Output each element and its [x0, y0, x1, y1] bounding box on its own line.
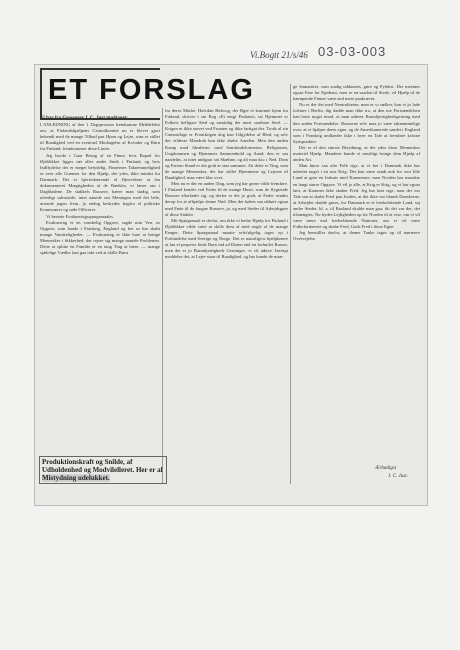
- article-column-3: [293, 84, 420, 242]
- archive-stamp: 03-03-003: [318, 44, 387, 59]
- intro-line: Vi har fra Grossorer J. C. Just modtaget:: [40, 116, 128, 121]
- headline-box: [40, 68, 255, 120]
- closing: Ærbødigst: [375, 466, 397, 471]
- paragraph: Vi berørte Evakueringsspørgsmaalet.: [46, 213, 114, 219]
- paragraph: Man hører saa ofte Folk sige, at vi her i Danmark ikke har udrettet noget i en stor Krig. Det kan være sandt nok for vort lille Land at gøre en Indsats med Kanonerne, men Norden har masakte en langt større Opgave. Vi vil jo alle, at Krig er Krig, og vi har ogsaa lært, at Kanoner ikke skaber Fred. Jeg har hørt sige, naar der var Tale om at skabe Fred paa Jorden, at det ikke var blandt Danskerne, at Arbejdet skulde gøres, for Danmark er et fredselskende Land, saj andre Steder, bl. a. til Rusland skulde man gaa; thi det var der, det tilstængtes. Nu bydes Lejligheden op for Norden til at vise, om vi vil være mere end fredselskende Nationer, om vi vil være Folkeformerere og skabe Fred, Guds Fred i disse Egne.: [293, 163, 420, 230]
- paragraph: Mit Spørgsmaal er derfor, om ikke vi bedre Hjælp for Finland i Øjeblikket vilde være at skille dem af med nogle af de mange Fanger. Dette Spørgsmaal maatte selvfølgelig tages op i Forbindelse med Sverige og Norge. Det er naturligvis hjælpløsere at faa et properst finsk Barn ind ad Døren end en forhutlet Russer, men det er jo Barmhjertigheds Gerninger, vi vil udøve. Inveigt meddeles det, at Lejre staar til Raadighed, og har kunde de man-: [165, 217, 288, 260]
- highlighted-note: [42, 458, 164, 482]
- article-column-1: [40, 116, 160, 256]
- headline: ET FORSLAG: [48, 74, 255, 106]
- paragraph: fra deres Mødre. Halvdan Halwog, der Bger et kommet hjem fra Finland, skriver i sin Bog »Et enigt Finland«, tat Hjemmet er Folkets helligste Sted og samtidig det mest saarbare Sted. — Krigen er ikke rørvet ved Fronten og ikke fartigat der. Trods al sin Camouflage er Frontkrigen dog kun Udgydelse af Blod, og selv det vildeste Mandrab kan ikke drøbe Aanden. Men den anden Kamp mod Idealerne, mod Samfundsformerne, Religionen, Ungdommen og Hjemmets Sammenhold og Aand; den er saa naadeløs, at intet undgaar sin Skæbne, og alt maa da« i Ned. Dom og Fareno Stand er det godt at staa sammen. Alt dette er Ting, som de mange Mennesker, der har stillet Hjemmene og Lejrene til Raadighed, maa være klar over.: [165, 108, 288, 181]
- signature: J. C. Just.: [388, 474, 408, 479]
- paragraph: Nu er der det med Neutraliteten, men er vi sælker, kan vi jo lade forhøre i Berlin, dig dadde man ikke tro, at den me Fortsændelsen kan have noget imod, at man udøver Barmhjertighedsgerning med den anden Fortsændelse. Russerne selv maa jo være taknemmelige over, at vi hjalper deres egne, og de Amerikanerede sandet i England som i Frankrig undlaeder ikke i hver en Tale at fremføre kristne Synspunkter.: [293, 102, 420, 144]
- hand-note: Vi.Bogtt 21/s/46: [250, 50, 308, 60]
- paragraph: Men nu er der en anden Ting, som jeg har gerne vilde fremføre. I Finland kender ved Fader til de mange Hustr, som de flygtende Russere efterlader sig, og derfor er det jo godt, at Foder sendes derop for at afhjælpe denne Nød. Men der købes saa ubhørt ogsaa med Føde til de fangne Russere, ja, og med Steder til Arbejdsgøre af disse Stakler.: [165, 181, 288, 217]
- paragraph: Evakuering er en vanskelig Opgave, sagde min Ven, os Opgave, som baade i Frankrig, England og her os har skabt mange Vanskeligheder. — Evakuering er ikke bare at bringe Mennesker i Sikkerhed; der rejser sig mange nanede Problemer. Dette at splitte en Familie er en tung Ting at bære, — mange sjælelige Vædler kan gaa tabt ved at skille Børn: [40, 219, 160, 256]
- paragraph: Det er af den største Betydning, at der ydes disse Mennesker materiel Hjælp. Mandene kunde vi unstiligt bringe dem Hjælp af anden Art.: [293, 144, 420, 163]
- column-rule: [290, 84, 291, 484]
- paragraph: Jeg benstiller derfor, at denne Tanke tages op til nærmere Overvejelse.: [293, 230, 420, 242]
- paragraph: I ANLEDNING af den 1 Dagsprossen fremkomne Meddelelse om, at Finlandshjælpens Centralkomité nu er blevet gjort bekendt med de mange Tilbud paa Hjem og Lejre, som er stillet til Raadighed ved en eventuel Modtagelse af Kvinder og Børn fra Finland, fremkommer disse Linier.: [40, 122, 160, 152]
- column-rule: [162, 108, 163, 484]
- article-column-2: [165, 108, 288, 260]
- paragraph: Jeg havde i Gaar Besøg af en Finne, hvis Bopæl for Øjeblikket ligger tæt aller andet Stedt i Finland, og hvis Indflydelse der er meget betydelig. Finnernes Taknemmelighed er over alle Grænser for den Hjælp, der ydes, ikke mindst fra Danmark. Det er hjerteskærende af Øjenvidner at faa dokumenteret Mægtigheden af de Rædsler, vi læser om i Dagbladene. De stakkels Russere, hærer man stadig, som ufeedigt udrustede, intet aanede om Meningen med det hele, utrende jagen frem, ja endog beskydes bagfra af politiske Komissærer og røde Officerer.: [40, 152, 160, 213]
- note-line-2: Mistydning udelukket.: [42, 474, 110, 482]
- paragraph: ge Samaritter, som stadig uddannes, gøre og Fyldest. Der mestnes ogsaa Fare for Epidemi, men er en saadan til Stede, vil Hjælp til de kæmpende Finner være end mere paakrævet.: [293, 84, 420, 102]
- note-line-1: Produktionskraft og Snilde, af Udholdenhed og Modvilelleret. Her er al: [42, 458, 163, 474]
